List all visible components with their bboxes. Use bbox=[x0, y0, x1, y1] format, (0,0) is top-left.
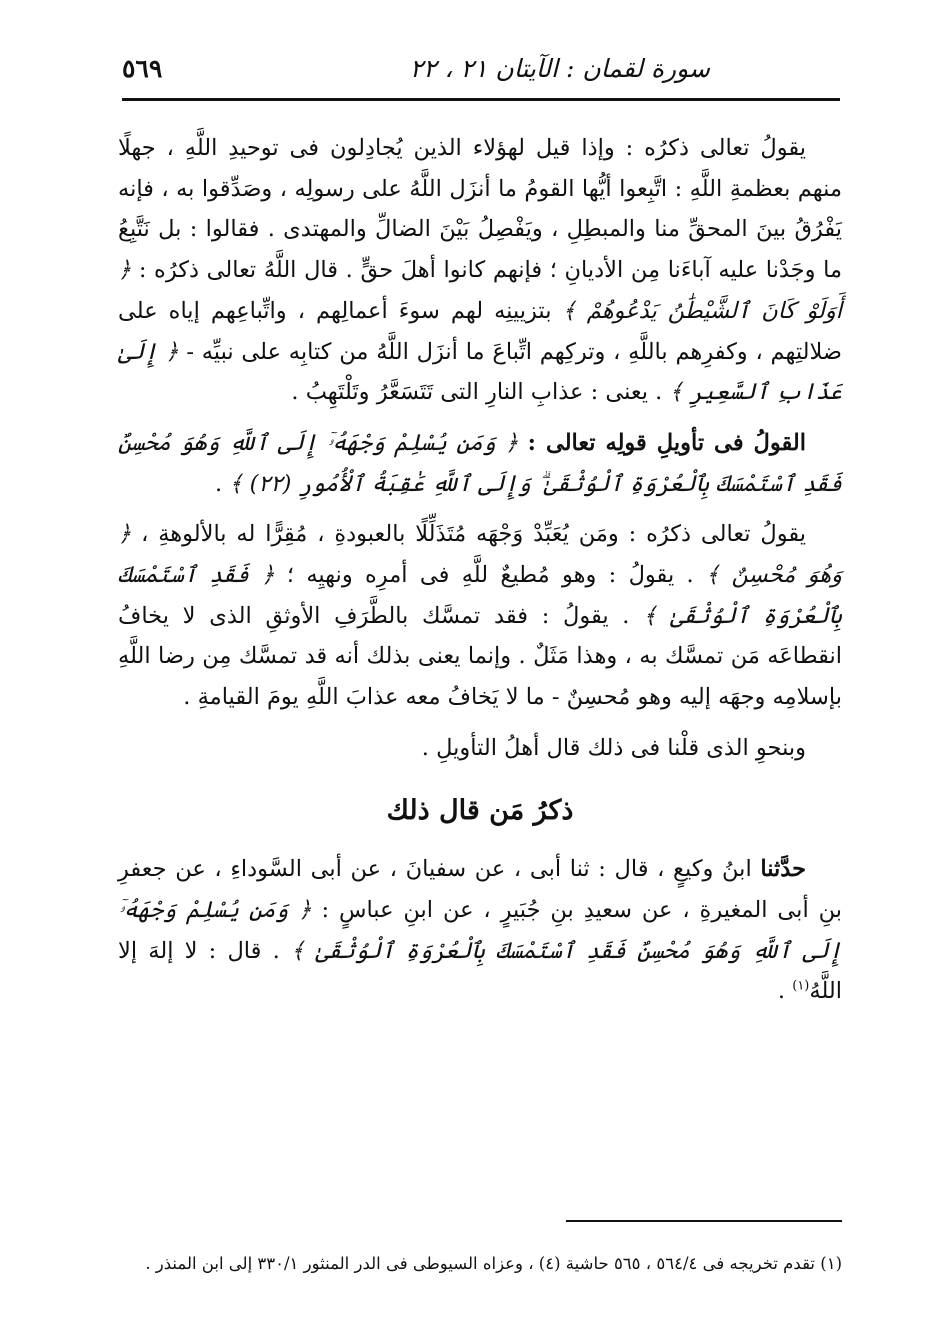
section-lead: القولُ فى تأويلِ قولِه تعالى : bbox=[527, 429, 807, 456]
quran-quote: ﴿ فَقَدِ ٱسْتَمْسَكَ بِٱلْعُرْوَةِ ٱلْوُثْقَىٰ ﴾ bbox=[118, 562, 842, 629]
text-run: . bbox=[777, 978, 786, 1005]
paragraph-1 bbox=[118, 128, 842, 413]
footnote-rule bbox=[566, 1220, 842, 1222]
text-run: . يقولُ : فقد تمسَّك بالطَّرَفِ الأوثقِ الذى لا يخافُ انقطاعَه مَن تمسَّك به ، وهذا مَثَلٌ . وإنما يعنى بذلك أنه قد تمسَّك مِن رضا اللَّهِ بإسلامِه وجهَه إليه وهو مُحسِنٌ - ما لا يَخافُ معه عذابَ اللَّهِ يومَ القيامةِ . bbox=[118, 602, 842, 711]
text-run: . bbox=[214, 470, 223, 497]
text-run: . يقولُ : وهو مُطيعٌ للَّهِ فى أمرِه ونهيِه ؛ bbox=[286, 562, 694, 589]
section-heading: ذكرُ مَن قال ذلك bbox=[386, 794, 574, 826]
paragraph-4: وبنحوِ الذى قلْنا فى ذلك قال أهلُ التأويلِ . bbox=[421, 734, 806, 761]
page-header bbox=[122, 50, 840, 94]
footnote: (١) تقدم تخريجه فى ٥٦٤/٤ ، ٥٦٥ حاشية (٤) ، وعزاه السيوطى فى الدر المنثور ٣٣٠/١ إلى ابن المنذر . bbox=[145, 1254, 842, 1273]
text-run: ابنُ وكيعٍ ، قال : ثنا أبى ، عن سفيانَ ، عن أبى السَّوداءِ ، عن جعفرِ بنِ أبى المغيرةِ ، عن سعيدِ بنِ جُبَيرٍ ، عن ابنِ عباسٍ : bbox=[118, 856, 842, 923]
page-number: ٥٦٩ bbox=[122, 54, 163, 83]
text-run: يقولُ تعالى ذكرُه : وإذا قيل لهؤلاء الذين يُجادِلون فى توحيدِ اللَّهِ ، جهلًا منهم بعظمةِ اللَّهِ : اتَّبِعوا أيُّها القومُ ما أنزَل اللَّهُ على رسولِه ، وصَدِّقوا به ، فإنه يَفْرُقُ بينَ المحقِّ منا والمبطِلِ ، ويَفْصِلُ بَيْنَ الضالِّ والمهتدى . فقالوا : بل نَتَّبِعُ ما وجَدْنا عليه آباءَنا مِن الأديانِ ؛ فإنهم كانوا أهلَ حقٍّ . قال اللَّهُ تعالى ذكرُه : bbox=[118, 135, 842, 284]
paragraph-3 bbox=[118, 514, 842, 718]
text-run: يقولُ تعالى ذكرُه : ومَن يُعَبِّدْ وَجْهَه مُتَذَلِّلًا بالعبودةِ ، مُقِرًّا له بالألوهةِ ، bbox=[141, 521, 806, 548]
paragraph-5 bbox=[118, 849, 842, 1012]
text-run: بتزيينِه لهم سوءَ أعمالِهم ، واتِّباعِهم إياه على ضلالتِهم ، وكفرِهم باللَّهِ ، وتركِهم اتِّباعَ ما أنزَل اللَّهُ من كتابِه على نبيِّه - bbox=[118, 297, 843, 365]
quran-quote: ﴿ أَوَلَوْ كَانَ ٱلشَّيْطَٰنُ يَدْعُوهُمْ ﴾ bbox=[118, 257, 842, 324]
quran-quote: ﴿ وَهُوَ مُحْسِنٌ ﴾ bbox=[118, 521, 843, 589]
header-rule bbox=[122, 98, 840, 101]
quran-quote: ﴿ وَمَن يُسْلِمْ وَجْهَهُۥٓ إِلَى ٱللَّهِ وَهُوَ مُحْسِنٌ فَقَدِ ٱسْتَمْسَكَ بِٱلْعُرْوَةِ ٱلْوُثْقَىٰ ﴾ bbox=[118, 896, 842, 964]
running-title: سورة لقمان : الآيتان ٢١ ، ٢٢ bbox=[409, 54, 710, 83]
text-run: . قال : لا إلهَ إلا اللَّهُ bbox=[118, 937, 842, 1005]
main-text bbox=[118, 128, 842, 1012]
quran-quote: ﴿ إِلَىٰ عَذَابِ ٱلسَّعِيرِ ﴾ bbox=[118, 338, 842, 406]
isnad-lead: حدَّثنا bbox=[760, 856, 806, 883]
paragraph-2 bbox=[118, 423, 842, 504]
quran-quote: ﴿ وَمَن يُسْلِمْ وَجْهَهُۥٓ إِلَى ٱللَّهِ وَهُوَ مُحْسِنٌ فَقَدِ ٱسْتَمْسَكَ بِٱلْعُرْوَةِ ٱلْوُثْقَىٰ ۗ وَإِلَى ٱللَّهِ عَٰقِبَةُ ٱلْأُمُورِ (٢٢) ﴾ bbox=[118, 429, 842, 497]
footnote-marker: (١) bbox=[792, 978, 810, 994]
text-run: . يعنى : عذابِ النارِ التى تَتَسَعَّرُ وتَلْتَهِبُ . bbox=[291, 379, 663, 406]
